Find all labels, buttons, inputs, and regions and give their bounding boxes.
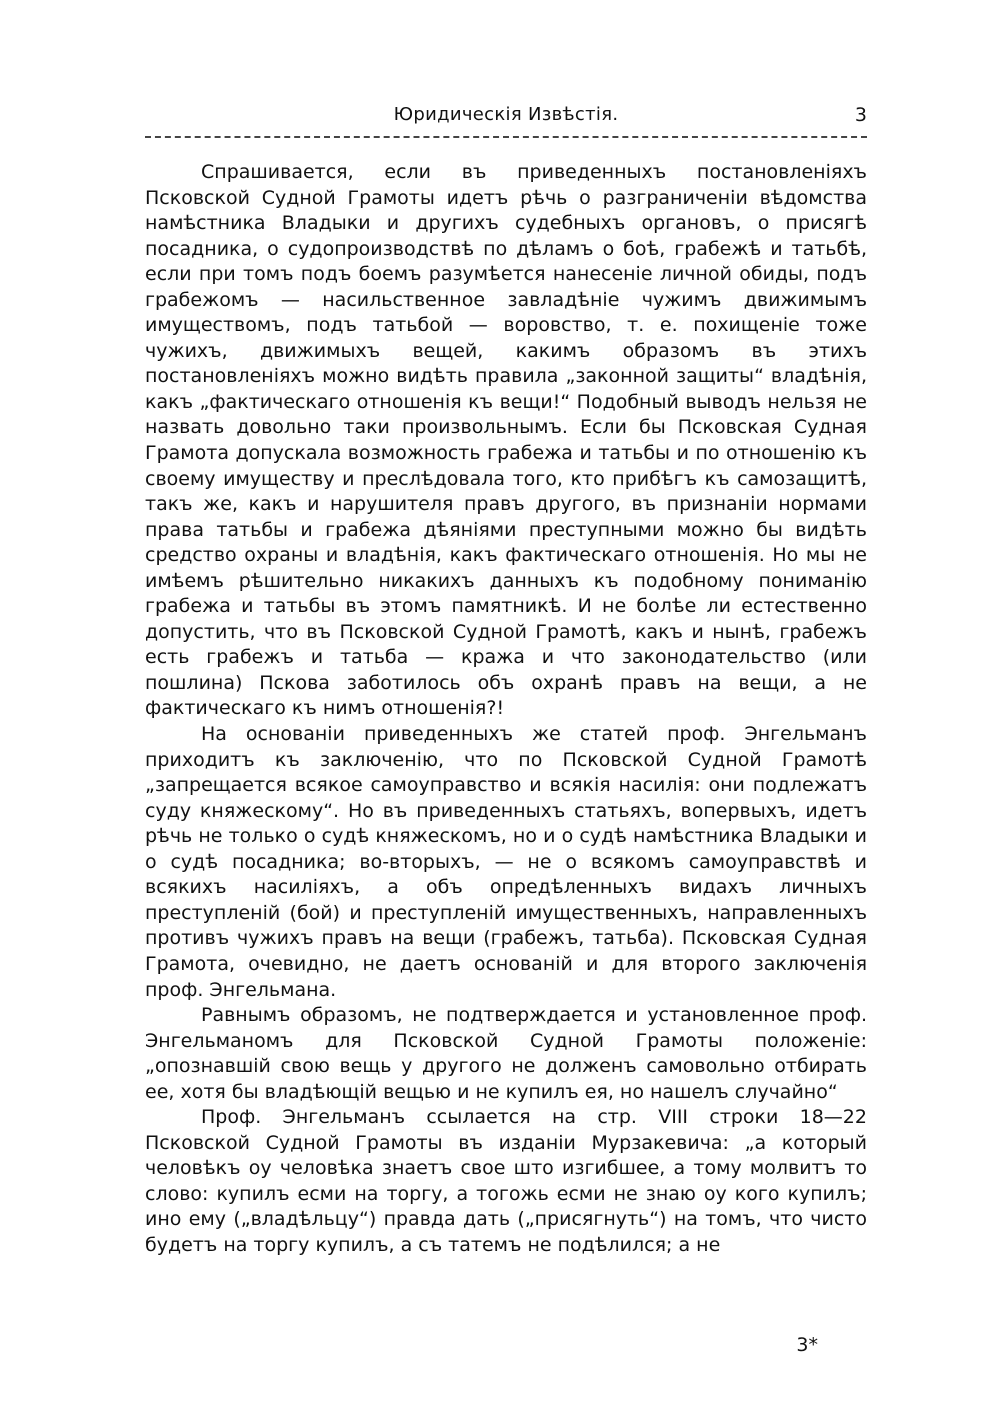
paragraph-3: Равнымъ образомъ, не подтверждается и установленное проф. Энгельманомъ для Псковской Судной Грамоты положеніе: „опознавшій свою вещь у другого не долженъ самовольно отбирать ее, хотя бы владѣющій вещью и не купилъ ея, но нашелъ случайно“ bbox=[145, 1004, 867, 1103]
paragraph-4: Проф. Энгельманъ ссылается на стр. VIII строки 18—22 Псковской Судной Грамоты въ изданіи Мурзакевича: „а который человѣкъ оу человѣка знаетъ свое што изгибшее, а тому молвитъ то слово: купилъ есми на торгу, а тогожь есми не знаю оу кого купилъ; ино ему („владѣльцу“) правда дать („присягнуть“) на томъ, что чисто будетъ на торгу купилъ, а съ татемъ не подѣлился; а не bbox=[145, 1106, 867, 1256]
signature-mark: 3* bbox=[796, 1334, 818, 1356]
header-rule bbox=[145, 136, 867, 138]
running-title: Юридическія Извѣстія. bbox=[393, 104, 619, 125]
paragraph-2: На основаніи приведенныхъ же статей проф. Энгельманъ приходитъ къ заключенію, что по Псковской Судной Грамотѣ „запрещается всякое самоуправство и всякія насилія: они подлежатъ суду княжескому“. Но въ приведенныхъ статьяхъ, вопервыхъ, идетъ рѣчь не только о судѣ княжескомъ, но и о судѣ намѣстника Владыки и о судѣ посадника; во-вторыхъ, — не о всякомъ самоуправствѣ и всякихъ насиліяхъ, а объ опредѣленныхъ видахъ личныхъ преступленій (бой) и преступленій имущественныхъ, направленныхъ противъ чужихъ правъ на вещи (грабежъ, татьба). Псковская Судная Грамота, очевидно, не даетъ основаній и для второго заключенія проф. Энгельмана. bbox=[145, 723, 867, 1001]
page-number: 3 bbox=[854, 104, 867, 126]
running-header bbox=[145, 104, 867, 132]
body-text bbox=[145, 160, 867, 1259]
paragraph-1: Спрашивается, если въ приведенныхъ постановленіяхъ Псковской Судной Грамоты идетъ рѣчь о разграниченіи вѣдомства намѣстника Владыки и другихъ судебныхъ органовъ, о присягѣ посадника, о судопроизводствѣ по дѣламъ о боѣ, грабежѣ и татьбѣ, если при томъ подъ боемъ разумѣется нанесеніе личной обиды, подъ грабежомъ — насильственное завладѣніе чужимъ движимымъ имуществомъ, подъ татьбой — воровство, т. е. похищеніе тоже чужихъ, движимыхъ вещей, какимъ образомъ въ этихъ постановленіяхъ можно видѣть правила „законной защиты“ владѣнія, какъ „фактическаго отношенія къ вещи!“ Подобный выводъ нельзя не назвать довольно таки произвольнымъ. Если бы Псковская Судная Грамота допускала возможность грабежа и татьбы и по отношенію къ своему имуществу и преслѣдовала того, кто прибѣгъ къ самозащитѣ, такъ же, какъ и нарушителя правъ другого, въ признаніи нормами права татьбы и грабежа дѣяніями преступными можно бы видѣть средство охраны и владѣнія, какъ фактическаго отношенія. Но мы не имѣемъ рѣшительно никакихъ данныхъ къ подобному пониманію грабежа и татьбы въ этомъ памятникѣ. И не болѣе ли естественно допустить, что въ Псковской Судной Грамотѣ, какъ и нынѣ, грабежъ есть грабежъ и татьба — кража и что законодательство (или пошлина) Пскова заботилось объ охранѣ правъ на вещи, а не фактическаго къ нимъ отношенія?! bbox=[145, 161, 867, 720]
